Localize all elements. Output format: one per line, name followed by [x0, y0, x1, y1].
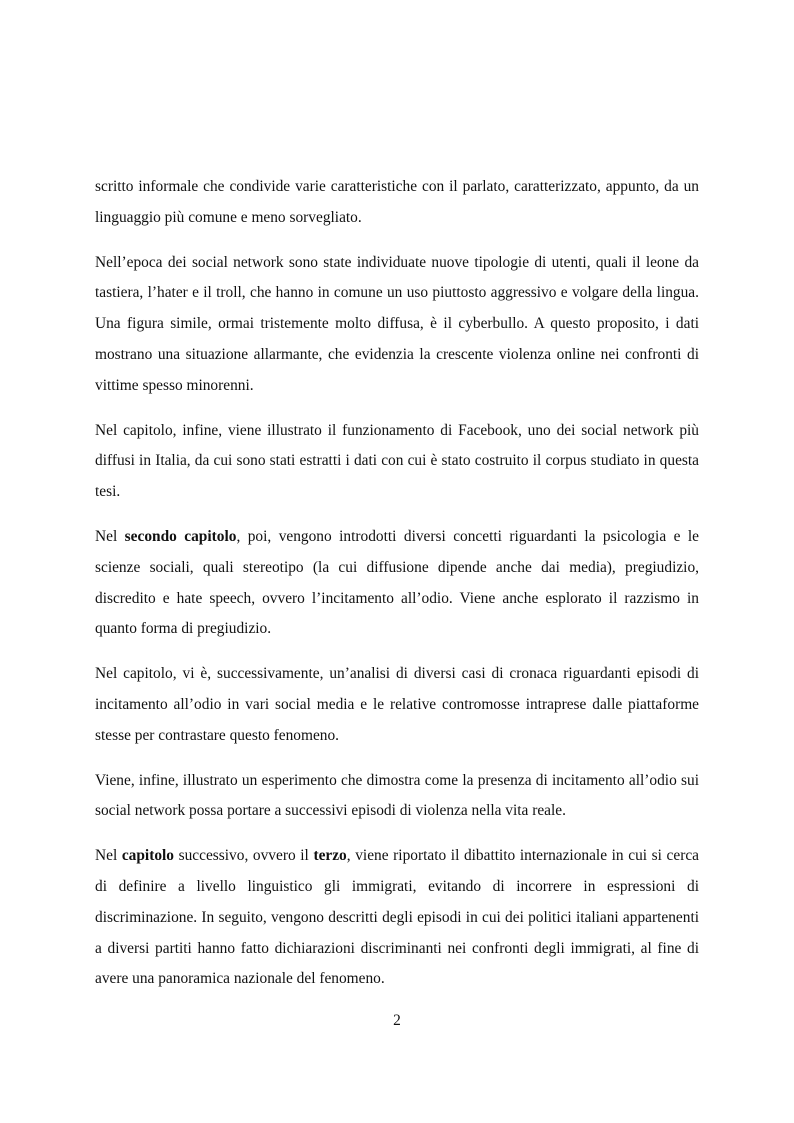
text-segment: successivo, ovvero il: [174, 847, 314, 865]
text-segment: Viene, infine, illustrato un esperimento che dimostra come la presenza di incitamento all’odio sui social network possa portare a successivi episodi di violenza nella vita reale.: [95, 771, 699, 820]
paragraph: [95, 248, 699, 402]
text-segment: Nel capitolo, vi è, successivamente, un’analisi di diversi casi di cronaca riguardanti episodi di incitamento all’odio in vari social media e le relative contromosse intraprese dalle piattaforme stesse per contrastare questo fenomeno.: [95, 665, 699, 744]
text-segment: Nel capitolo, infine, viene illustrato il funzionamento di Facebook, uno dei social network più diffusi in Italia, da cui sono stati estratti i dati con cui è stato costruito il corpus studiato in questa tesi.: [95, 421, 699, 501]
paragraph: [95, 172, 699, 234]
page-number: 2: [393, 1012, 401, 1029]
text-segment: , poi, vengono introdotti diversi concetti riguardanti la psicologia e le scienze sociali, quali stereotipo (la cui diffusione dipende anche dai media), pregiudizio, discredito e hate speech, ovvero l’incitamento all’odio. Viene anche esplorato il razzismo in quanto forma di pregiudizio.: [95, 527, 699, 638]
text-segment: , viene riportato il dibattito internazionale in cui si cerca di definire a livello linguistico gli immigrati, evitando di incorrere in espressioni di discriminazione. In seguito, vengono descritti degli episodi in cui dei politici italiani appartenenti a diversi partiti hanno fatto dichiarazioni discriminanti nei confronti degli immigrati, al fine di avere una panoramica nazionale del fenomeno.: [95, 847, 699, 988]
bold-term: terzo: [313, 847, 347, 865]
bold-term: secondo capitolo: [124, 527, 237, 545]
text-segment: Nell’epoca dei social network sono state individuate nuove tipologie di utenti, quali il leone da tastiera, l’hater e il troll, che hanno in comune un uso piuttosto aggressivo e volgare della lingua. Una figura simile, ormai tristemente molto diffusa, è il cyberbullo. A questo proposito, i dati mostrano una situazione allarmante, che evidenzia la crescente violenza online nei confronti di vittime spesso minorenni.: [95, 253, 699, 394]
text-segment: Nel: [95, 847, 122, 865]
bold-term: capitolo: [121, 847, 174, 865]
paragraph: [95, 416, 699, 508]
paragraph: [95, 841, 699, 995]
text-segment: scritto informale che condivide varie caratteristiche con il parlato, caratterizzato, appunto, da un linguaggio più comune e meno sorvegliato.: [95, 178, 699, 226]
paragraph: [95, 766, 699, 828]
document-body: [95, 172, 699, 1009]
paragraph: [95, 522, 699, 645]
text-segment: Nel: [95, 527, 125, 545]
paragraph: [95, 659, 699, 751]
